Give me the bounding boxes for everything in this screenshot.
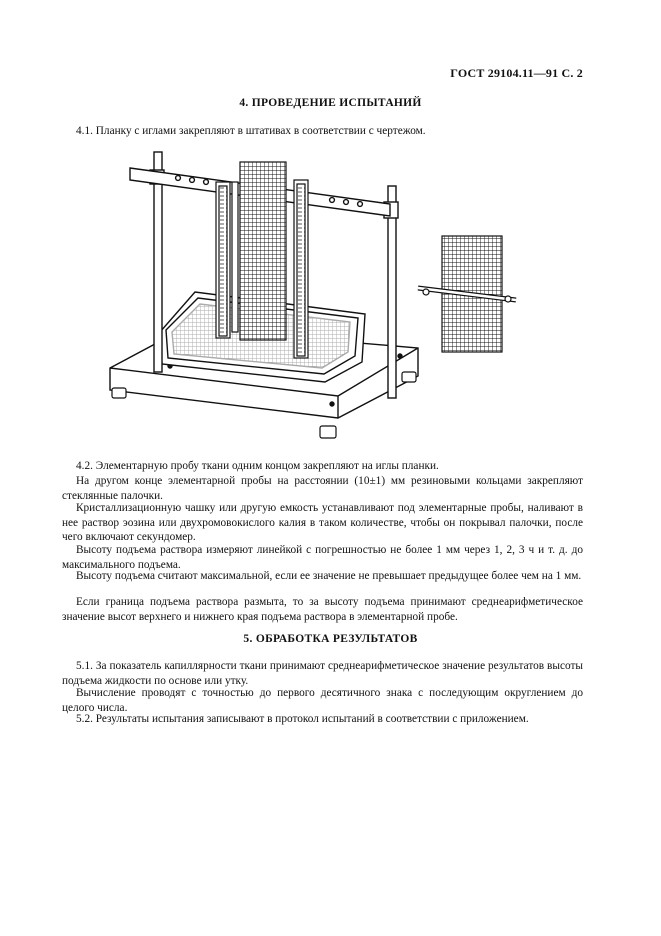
paragraph-4-2-e: Высоту подъема считают максимальной, если ее значение не превышает предыдущее более чем на 1 мм. — [76, 570, 582, 582]
right-ruler — [294, 180, 308, 358]
left-ruler — [216, 182, 230, 338]
paragraph-4-1: 4.1. Планку с иглами закрепляют в штативах в соответствии с чертежом. — [76, 125, 426, 137]
paragraph-4-2: 4.2. Элементарную пробу ткани одним концом закрепляют на иглы планки. — [76, 460, 439, 472]
fabric-sample — [232, 162, 286, 340]
document-reference: ГОСТ 29104.11—91 С. 2 — [450, 66, 583, 80]
apparatus-svg — [100, 142, 540, 452]
paragraph-5-1: 5.1. За показатель капиллярности ткани принимают среднеарифметическое значение результатов высоты подъема жидкости по основе или утку. — [62, 660, 583, 687]
paragraph-4-2-c: Кристаллизационную чашку или другую емкость устанавливают под элементарные пробы, наливают в нее раствор эозина или двухромовокислого калия в таком количестве, чтобы он покрывал палочки, после чего включают секундомер. — [62, 502, 583, 543]
section-4-title: 4. ПРОВЕДЕНИЕ ИСПЫТАНИЙ — [239, 97, 422, 109]
detached-sample — [418, 236, 516, 352]
section-5-title: 5. ОБРАБОТКА РЕЗУЛЬТАТОВ — [243, 633, 418, 645]
paragraph-5-2: 5.2. Результаты испытания записывают в протокол испытаний в соответствии с приложением. — [76, 713, 529, 725]
paragraph-4-2-f: Если граница подъема раствора размыта, то за высоту подъема принимают среднеарифметическое значение высот верхнего и нижнего края подъема раствора в элементарной пробе. — [62, 596, 583, 623]
paragraph-4-2-d: Высоту подъема раствора измеряют линейкой с погрешностью не более 1 мм через 1, 2, 3 ч и т. д. до максимального подъема. — [62, 544, 583, 571]
paragraph-4-2-b: На другом конце элементарной пробы на расстоянии (10±1) мм резиновыми кольцами закрепляют стеклянные палочки. — [62, 475, 583, 502]
paragraph-5-1-b: Вычисление проводят с точностью до первого десятичного знака с последующим округлением до целого числа. — [62, 687, 583, 714]
apparatus-drawing — [100, 142, 540, 452]
